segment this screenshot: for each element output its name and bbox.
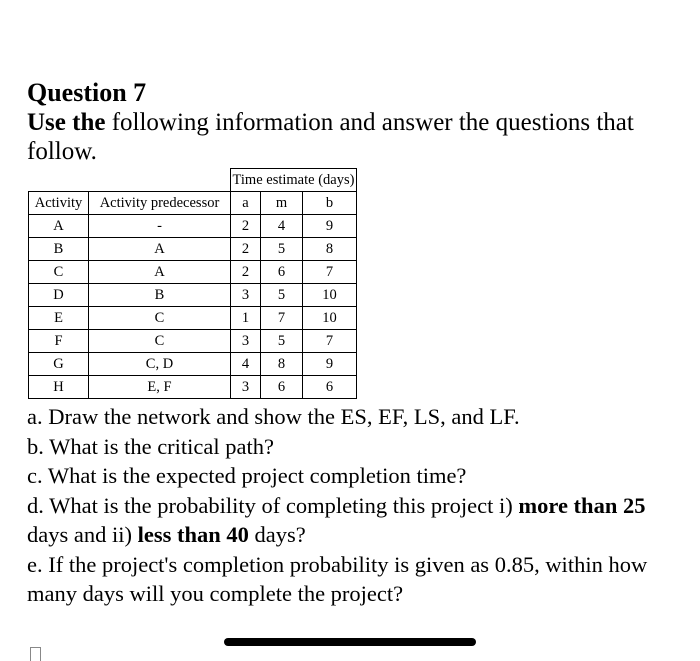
table-row bbox=[29, 307, 357, 330]
question-e: e. If the project's completion probability is given as 0.85, within how many days will you complete the project? bbox=[27, 551, 648, 606]
cell-b: 9 bbox=[303, 353, 357, 376]
table-group-header-row bbox=[29, 169, 357, 192]
cell-m: 6 bbox=[261, 261, 303, 284]
cell-activity: F bbox=[29, 330, 89, 353]
cell-a: 3 bbox=[231, 376, 261, 399]
cell-activity: C bbox=[29, 261, 89, 284]
cell-a: 1 bbox=[231, 307, 261, 330]
cell-activity: H bbox=[29, 376, 89, 399]
home-indicator-bar[interactable] bbox=[224, 638, 476, 646]
question-intro bbox=[27, 108, 677, 166]
table-header-row bbox=[29, 192, 357, 215]
cell-activity: E bbox=[29, 307, 89, 330]
cell-m: 4 bbox=[261, 215, 303, 238]
question-b: b. What is the critical path? bbox=[27, 433, 274, 459]
header-b: b bbox=[303, 192, 357, 215]
cell-predecessor: A bbox=[89, 261, 231, 284]
cell-m: 5 bbox=[261, 284, 303, 307]
cell-a: 2 bbox=[231, 238, 261, 261]
cell-activity: B bbox=[29, 238, 89, 261]
cell-a: 2 bbox=[231, 261, 261, 284]
header-a: a bbox=[231, 192, 261, 215]
corner-checkbox-icon bbox=[30, 647, 41, 661]
question-c: c. What is the expected project completion time? bbox=[27, 463, 467, 488]
cell-b: 7 bbox=[303, 330, 357, 353]
activity-table bbox=[28, 168, 357, 399]
cell-m: 5 bbox=[261, 238, 303, 261]
question-d-text: days? bbox=[248, 522, 306, 547]
cell-predecessor: A bbox=[89, 238, 231, 261]
table-row bbox=[29, 284, 357, 307]
cell-activity: G bbox=[29, 353, 89, 376]
cell-predecessor: C, D bbox=[89, 353, 231, 376]
cell-m: 8 bbox=[261, 353, 303, 376]
cell-activity: A bbox=[29, 215, 89, 238]
table-row bbox=[29, 353, 357, 376]
table-row bbox=[29, 238, 357, 261]
cell-predecessor: B bbox=[89, 284, 231, 307]
question-d-bold: less than 40 bbox=[137, 522, 249, 547]
question-d-text: d. What is the probability of completing this project i) bbox=[27, 492, 519, 518]
cell-a: 3 bbox=[231, 284, 261, 307]
cell-predecessor: C bbox=[89, 307, 231, 330]
question-list bbox=[27, 402, 692, 609]
question-a: a. Draw the network and show the ES, EF, LS, and LF. bbox=[27, 404, 520, 429]
question-d bbox=[27, 491, 692, 550]
cell-a: 3 bbox=[231, 330, 261, 353]
blank-cell bbox=[89, 169, 231, 192]
cell-m: 5 bbox=[261, 330, 303, 353]
table-row bbox=[29, 376, 357, 399]
question-d-text: days and ii) bbox=[27, 522, 138, 547]
cell-b: 7 bbox=[303, 261, 357, 284]
question-d-bold: more than 25 bbox=[518, 492, 646, 518]
header-activity: Activity bbox=[29, 192, 89, 215]
header-m: m bbox=[261, 192, 303, 215]
cell-predecessor: - bbox=[89, 215, 231, 238]
cell-predecessor: E, F bbox=[89, 376, 231, 399]
cell-a: 2 bbox=[231, 215, 261, 238]
table-row bbox=[29, 215, 357, 238]
cell-b: 9 bbox=[303, 215, 357, 238]
cell-m: 7 bbox=[261, 307, 303, 330]
intro-bold-text: Use the bbox=[27, 109, 106, 136]
cell-b: 8 bbox=[303, 238, 357, 261]
cell-a: 4 bbox=[231, 353, 261, 376]
table-row bbox=[29, 261, 357, 284]
cell-activity: D bbox=[29, 284, 89, 307]
intro-text: following information and answer the questions that follow. bbox=[27, 109, 634, 165]
blank-cell bbox=[29, 169, 89, 192]
time-estimate-header: Time estimate (days) bbox=[231, 169, 357, 192]
cell-b: 6 bbox=[303, 376, 357, 399]
cell-b: 10 bbox=[303, 284, 357, 307]
cell-predecessor: C bbox=[89, 330, 231, 353]
question-title: Question 7 bbox=[27, 78, 147, 107]
cell-b: 10 bbox=[303, 307, 357, 330]
header-predecessor: Activity predecessor bbox=[89, 192, 231, 215]
cell-m: 6 bbox=[261, 376, 303, 399]
table-row bbox=[29, 330, 357, 353]
